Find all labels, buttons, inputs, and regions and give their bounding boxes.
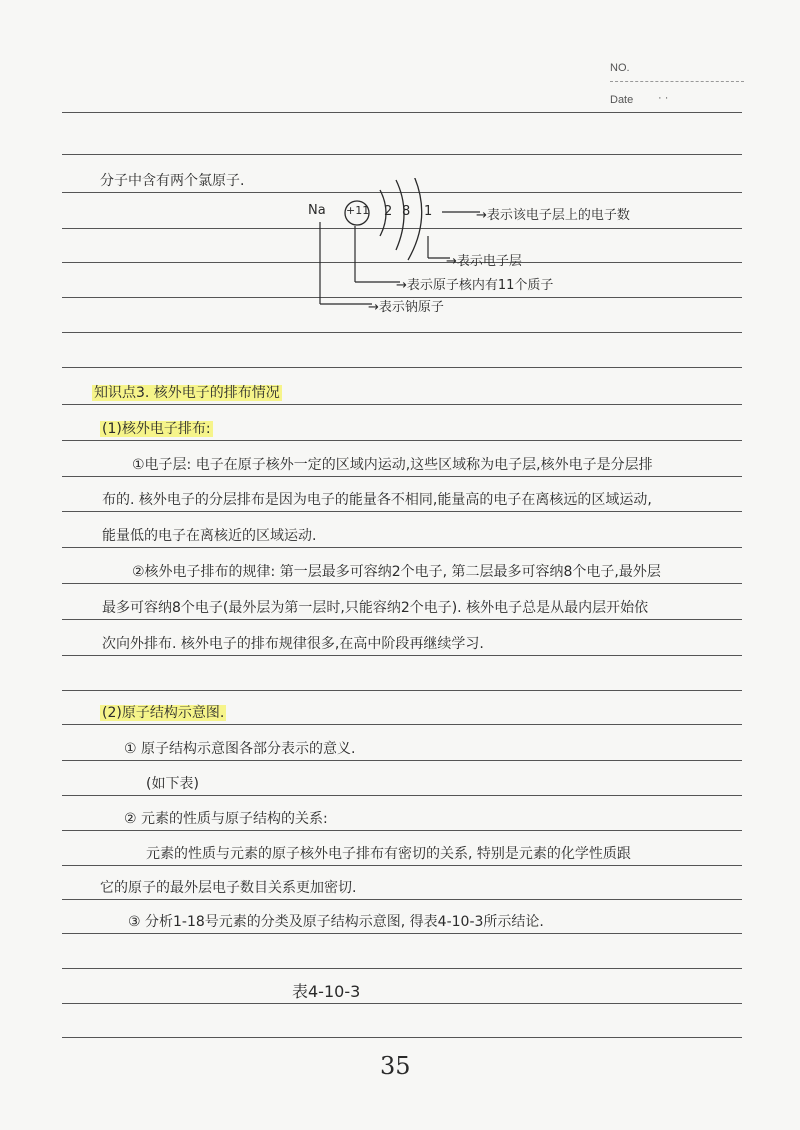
- subheading-2: [100, 704, 226, 722]
- line-text: 分子中含有两个氯原子.: [100, 173, 245, 189]
- date-dots: · ·: [658, 92, 669, 104]
- no-label: NO.: [610, 62, 630, 74]
- subheading-2-highlight: (2)原子结构示意图.: [102, 705, 225, 721]
- para-2b: 最多可容纳8个电子(最外层为第一层时,只能容纳2个电子). 核外电子总是从最内层开始依: [102, 600, 649, 616]
- para-2a: ②核外电子排布的规律: 第一层最多可容纳2个电子, 第二层最多可容纳8个电子,最外层: [132, 564, 661, 580]
- para-2c: 次向外排布. 核外电子的排布规律很多,在高中阶段再继续学习.: [102, 636, 484, 652]
- section-heading-3: [92, 384, 282, 402]
- label-electrons: →表示该电子层上的电子数: [476, 208, 630, 223]
- element-symbol: Na: [308, 203, 326, 218]
- table-caption: 表4-10-3: [292, 982, 361, 1001]
- item-2: ② 元素的性质与原子结构的关系:: [124, 811, 328, 827]
- para-1b: 布的. 核外电子的分层排布是因为电子的能量各不相同,能量高的电子在离核远的区域运动,: [102, 492, 652, 508]
- atom-structure-diagram: [300, 178, 680, 332]
- para-1a: ①电子层: 电子在原子核外一定的区域内运动,这些区域称为电子层,核外电子是分层排: [132, 457, 653, 473]
- shell-2-count: 8: [402, 204, 411, 219]
- shell-1-count: 2: [384, 204, 393, 219]
- item-2b: 它的原子的最外层电子数目关系更加密切.: [100, 880, 357, 896]
- subheading-1: [100, 420, 213, 438]
- label-protons: →表示原子核内有11个质子: [396, 278, 554, 293]
- label-element: →表示钠原子: [368, 300, 444, 315]
- item-1b: (如下表): [146, 776, 199, 792]
- nucleus-charge: +11: [346, 204, 370, 217]
- label-shell: →表示电子层: [446, 254, 522, 269]
- item-1: ① 原子结构示意图各部分表示的意义.: [124, 741, 356, 757]
- item-2a: 元素的性质与元素的原子核外电子排布有密切的关系, 特别是元素的化学性质跟: [146, 846, 631, 862]
- subheading-highlight: (1)核外电子排布:: [102, 421, 211, 437]
- para-1c: 能量低的电子在离核近的区域运动.: [102, 528, 317, 544]
- item-3: ③ 分析1-18号元素的分类及原子结构示意图, 得表4-10-3所示结论.: [128, 914, 544, 930]
- page-number: 35: [380, 1052, 411, 1080]
- shell-3-count: 1: [424, 204, 433, 219]
- heading-highlight: 知识点3. 核外电子的排布情况: [94, 385, 280, 401]
- no-underline: [610, 81, 744, 82]
- date-label: Date: [610, 94, 634, 106]
